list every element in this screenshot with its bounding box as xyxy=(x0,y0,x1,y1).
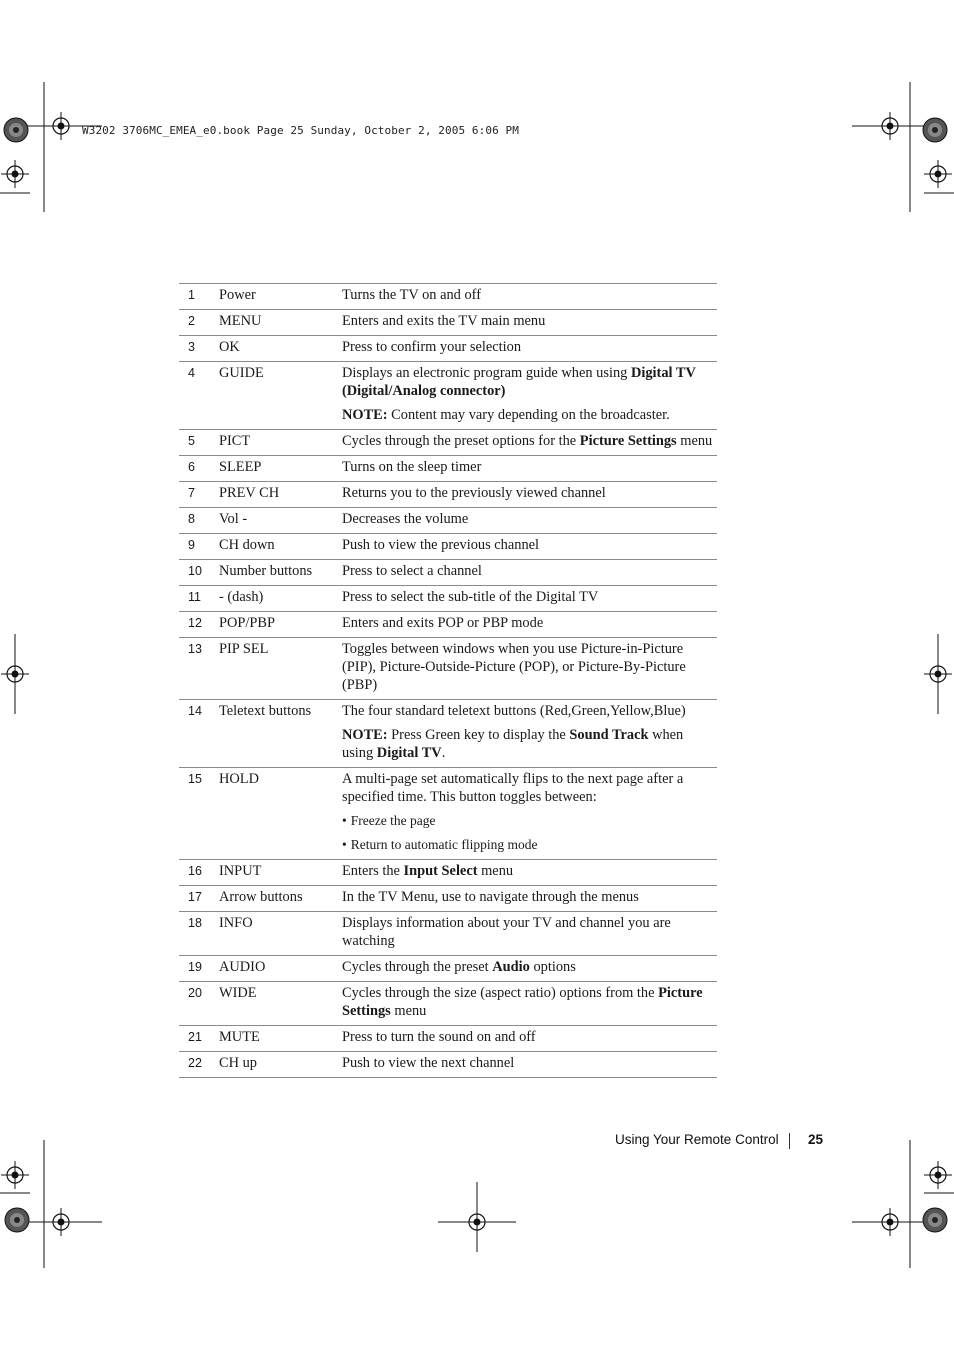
description-text xyxy=(342,312,717,330)
button-name: - (dash) xyxy=(219,589,264,605)
table-row xyxy=(179,534,717,560)
description-text xyxy=(342,432,717,450)
button-name: WIDE xyxy=(219,985,257,1001)
description-text xyxy=(342,1054,717,1072)
button-description xyxy=(342,1026,717,1052)
description-text xyxy=(342,770,717,806)
callout-number: 17 xyxy=(188,890,202,904)
text-run: Press to confirm your selection xyxy=(342,339,522,355)
callout-number: 1 xyxy=(188,288,195,302)
button-name: PREV CH xyxy=(219,485,280,501)
description-text xyxy=(342,888,717,906)
bold-text: Input Select xyxy=(403,863,478,879)
callout-number: 8 xyxy=(188,512,195,526)
table-row xyxy=(179,310,717,336)
text-run: A multi-page set automatically flips to the next page after a specified time. This button toggles between: xyxy=(342,771,684,805)
callout-number: 18 xyxy=(188,916,202,930)
table-row xyxy=(179,638,717,700)
description-text xyxy=(342,614,717,632)
button-name: Vol - xyxy=(219,511,248,527)
print-slug: W3202 3706MC_EMEA_e0.book Page 25 Sunday, October 2, 2005 6:06 PM xyxy=(82,124,519,137)
footer-section-title: Using Your Remote Control xyxy=(615,1132,779,1147)
button-name: Arrow buttons xyxy=(219,889,303,905)
callout-number: 9 xyxy=(188,538,195,552)
button-name: GUIDE xyxy=(219,365,264,381)
text-run: Push to view the previous channel xyxy=(342,537,540,553)
button-description xyxy=(342,534,717,560)
description-text xyxy=(342,702,717,720)
bold-text: Picture Settings xyxy=(579,433,677,449)
text-run: Cycles through the size (aspect ratio) options from the xyxy=(342,985,659,1001)
text-run: menu xyxy=(477,863,514,879)
callout-number: 4 xyxy=(188,366,195,380)
text-run: Press to select a channel xyxy=(342,563,482,579)
button-name: MENU xyxy=(219,313,262,329)
button-description xyxy=(342,982,717,1026)
bullet-icon: • xyxy=(342,837,347,852)
button-name: CH down xyxy=(219,537,275,553)
table-row xyxy=(179,860,717,886)
text-run: Content may vary depending on the broadcaster. xyxy=(387,407,670,423)
button-description xyxy=(342,638,717,700)
text-run: Decreases the volume xyxy=(342,511,469,527)
button-description xyxy=(342,586,717,612)
table-row xyxy=(179,336,717,362)
button-name: OK xyxy=(219,339,240,355)
page-number: 25 xyxy=(808,1132,824,1147)
description-text xyxy=(342,958,717,976)
remote-control-buttons-table xyxy=(179,283,717,1078)
text-run: Enters and exits POP or PBP mode xyxy=(342,615,544,631)
description-text xyxy=(342,484,717,502)
button-description xyxy=(342,956,717,982)
description-text xyxy=(342,588,717,606)
note xyxy=(342,726,717,762)
callout-number: 3 xyxy=(188,340,195,354)
description-text xyxy=(342,862,717,880)
text-run: menu xyxy=(390,1003,427,1019)
button-name: HOLD xyxy=(219,771,259,787)
description-text xyxy=(342,1028,717,1046)
button-description xyxy=(342,700,717,768)
callout-number: 13 xyxy=(188,642,202,656)
button-description xyxy=(342,430,717,456)
table-row xyxy=(179,362,717,430)
text-run: The four standard teletext buttons (Red,Green,Yellow,Blue) xyxy=(342,703,686,719)
text-run: Turns the TV on and off xyxy=(342,287,481,303)
table-row xyxy=(179,482,717,508)
text-run: Push to view the next channel xyxy=(342,1055,515,1071)
table-row xyxy=(179,284,717,310)
bullet-text: Return to automatic flipping mode xyxy=(350,837,538,852)
button-description xyxy=(342,1052,717,1078)
callout-number: 12 xyxy=(188,616,202,630)
callout-number: 22 xyxy=(188,1056,202,1070)
button-description xyxy=(342,336,717,362)
button-description xyxy=(342,768,717,860)
button-name: Number buttons xyxy=(219,563,313,579)
text-run: Displays information about your TV and channel you are watching xyxy=(342,915,671,949)
footer-separator xyxy=(789,1133,790,1149)
callout-number: 15 xyxy=(188,772,202,786)
table-row xyxy=(179,912,717,956)
bullet-item xyxy=(342,836,717,854)
button-name: Power xyxy=(219,287,256,303)
button-name: AUDIO xyxy=(219,959,266,975)
table-row xyxy=(179,768,717,860)
table-body xyxy=(179,284,717,1078)
callout-number: 2 xyxy=(188,314,195,328)
text-run: Press Green key to display the xyxy=(387,727,570,743)
bold-text: Picture Settings xyxy=(342,985,703,1019)
callout-number: 11 xyxy=(188,590,201,604)
table-row xyxy=(179,508,717,534)
callout-number: 16 xyxy=(188,864,202,878)
description-text xyxy=(342,640,717,694)
bold-text: Sound Track xyxy=(569,727,649,743)
callout-number: 20 xyxy=(188,986,202,1000)
callout-number: 14 xyxy=(188,704,202,718)
text-run: Turns on the sleep timer xyxy=(342,459,482,475)
button-description xyxy=(342,310,717,336)
text-run: Cycles through the preset options for the xyxy=(342,433,580,449)
button-description xyxy=(342,456,717,482)
table-row xyxy=(179,612,717,638)
note xyxy=(342,406,717,424)
bold-text: Digital TV (Digital/Analog connector) xyxy=(342,365,696,399)
callout-number: 7 xyxy=(188,486,195,500)
button-description xyxy=(342,886,717,912)
button-name: MUTE xyxy=(219,1029,260,1045)
table-row xyxy=(179,982,717,1026)
description-text xyxy=(342,510,717,528)
button-description xyxy=(342,912,717,956)
text-run: Press to turn the sound on and off xyxy=(342,1029,536,1045)
description-text xyxy=(342,562,717,580)
text-run: Enters and exits the TV main menu xyxy=(342,313,546,329)
bold-text: Audio xyxy=(492,959,530,975)
text-run: In the TV Menu, use to navigate through the menus xyxy=(342,889,639,905)
button-name: CH up xyxy=(219,1055,257,1071)
button-description xyxy=(342,560,717,586)
description-text xyxy=(342,364,717,400)
description-text xyxy=(342,536,717,554)
text-run: menu xyxy=(676,433,713,449)
button-name: INFO xyxy=(219,915,253,931)
button-description xyxy=(342,362,717,430)
bullet-item xyxy=(342,812,717,830)
description-text xyxy=(342,338,717,356)
description-text xyxy=(342,984,717,1020)
table-row xyxy=(179,886,717,912)
button-description xyxy=(342,482,717,508)
text-run: Displays an electronic program guide when using xyxy=(342,365,631,381)
callout-number: 19 xyxy=(188,960,202,974)
button-name: PICT xyxy=(219,433,251,449)
button-name: PIP SEL xyxy=(219,641,269,657)
table-row xyxy=(179,456,717,482)
bullet-text: Freeze the page xyxy=(350,813,436,828)
callout-number: 10 xyxy=(188,564,202,578)
text-run: Press to select the sub-title of the Digital TV xyxy=(342,589,599,605)
text-run: options xyxy=(529,959,576,975)
description-text xyxy=(342,458,717,476)
description-text xyxy=(342,914,717,950)
table-row xyxy=(179,700,717,768)
button-description xyxy=(342,284,717,310)
text-run: Toggles between windows when you use Picture-in-Picture (PIP), Picture-Outside-Picture (POP), or Picture-By-Picture (PBP) xyxy=(342,641,686,693)
button-name: POP/PBP xyxy=(219,615,276,631)
bold-text: NOTE: xyxy=(342,727,388,743)
bullet-icon: • xyxy=(342,813,347,828)
table-row xyxy=(179,1052,717,1078)
button-name: INPUT xyxy=(219,863,262,879)
bold-text: Digital TV xyxy=(376,745,442,761)
table-row xyxy=(179,1026,717,1052)
table-row xyxy=(179,430,717,456)
callout-number: 6 xyxy=(188,460,195,474)
button-description xyxy=(342,612,717,638)
description-text xyxy=(342,286,717,304)
bold-text: NOTE: xyxy=(342,407,388,423)
text-run: Cycles through the preset xyxy=(342,959,493,975)
button-name: SLEEP xyxy=(219,459,262,475)
table-row xyxy=(179,560,717,586)
button-name: Teletext buttons xyxy=(219,703,312,719)
callout-number: 21 xyxy=(188,1030,202,1044)
table-row xyxy=(179,956,717,982)
text-run: Enters the xyxy=(342,863,404,879)
table-row xyxy=(179,586,717,612)
button-description xyxy=(342,508,717,534)
button-description xyxy=(342,860,717,886)
text-run: . xyxy=(441,745,446,761)
callout-number: 5 xyxy=(188,434,195,448)
text-run: when using xyxy=(342,727,684,761)
text-run: Returns you to the previously viewed channel xyxy=(342,485,606,501)
